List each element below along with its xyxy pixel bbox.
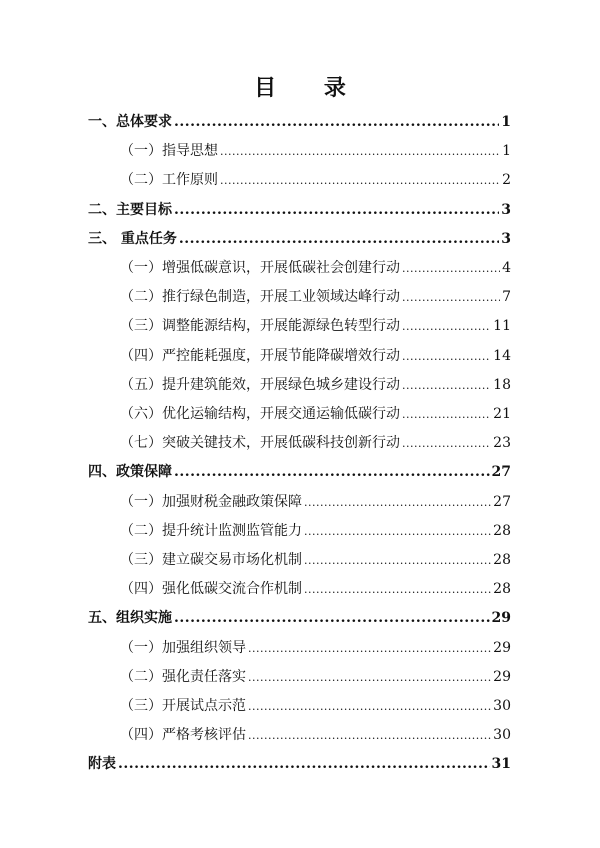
toc-entry-label: 一、总体要求: [88, 114, 172, 130]
toc-entry[interactable]: [88, 607, 511, 629]
toc-leader-dots: [220, 170, 500, 192]
toc-entry-page-number: 31: [491, 756, 511, 773]
toc-entry-page-number: 4: [502, 260, 511, 276]
toc-entry-page-number: 29: [493, 639, 511, 656]
toc-leader-dots: [402, 258, 500, 280]
toc-leader-dots: [402, 433, 491, 455]
toc-entry[interactable]: [120, 666, 511, 688]
toc-entry[interactable]: [120, 374, 511, 396]
toc-entry-page-number: 3: [501, 230, 511, 247]
toc-entry-label: （一）指导思想: [120, 143, 218, 160]
toc-entry-label: （二）提升统计监测监管能力: [120, 522, 302, 539]
toc-entry-label: （二）工作原则: [120, 172, 218, 189]
toc-entry-page-number: 29: [491, 610, 511, 627]
toc-entry-label: （一）加强组织领导: [120, 639, 246, 656]
toc-leader-dots: [179, 228, 499, 250]
toc-leader-dots: [248, 696, 491, 718]
toc-entry-label: （七）突破关键技术，开展低碳科技创新行动: [120, 435, 400, 452]
toc-leader-dots: [304, 521, 491, 543]
toc-entry-label: 四、政策保障: [88, 464, 172, 481]
toc-entry-label: （一）增强低碳意识，开展低碳社会创建行动: [120, 260, 400, 276]
toc-entry[interactable]: [120, 578, 511, 600]
toc-leader-dots: [304, 492, 491, 514]
toc-leader-dots: [304, 579, 491, 601]
toc-leader-dots: [118, 753, 490, 775]
toc-entry[interactable]: [120, 140, 511, 162]
toc-entry-page-number: 11: [493, 318, 511, 335]
toc-entry-label: 二、主要目标: [88, 201, 172, 218]
toc-entry[interactable]: [120, 637, 511, 659]
toc-entry[interactable]: [120, 695, 511, 717]
toc-entry[interactable]: [88, 199, 511, 221]
toc-entry[interactable]: [120, 345, 511, 367]
toc-entry-page-number: 3: [501, 201, 511, 218]
toc-entry[interactable]: [120, 549, 511, 571]
toc-leader-dots: [174, 111, 499, 133]
toc-entry[interactable]: [120, 286, 511, 308]
toc-entry-label: （四）严控能耗强度，开展节能降碳增效行动: [120, 347, 400, 364]
page-title: 目 录: [254, 75, 366, 101]
toc-leader-dots: [304, 550, 491, 572]
toc-entry-page-number: 1: [502, 143, 511, 160]
toc-entry-page-number: 29: [493, 668, 511, 685]
toc-entry-label: 五、组织实施: [88, 610, 172, 627]
toc-entry[interactable]: [88, 111, 511, 133]
toc-entry-label: 三、 重点任务: [88, 230, 177, 247]
toc-entry[interactable]: [120, 724, 511, 746]
toc-entry-page-number: 28: [493, 552, 511, 568]
toc-entry-label: （三）调整能源结构，开展能源绿色转型行动: [120, 318, 400, 335]
toc-entry[interactable]: [120, 432, 511, 454]
toc-leader-dots: [174, 461, 490, 483]
toc-entry[interactable]: [88, 753, 511, 775]
toc-entry-label: （三）开展试点示范: [120, 698, 246, 714]
toc-entry-page-number: 2: [502, 172, 511, 189]
toc-entry-page-number: 28: [493, 581, 511, 598]
toc-leader-dots: [402, 404, 491, 426]
toc-entry-label: （二）推行绿色制造，开展工业领域达峰行动: [120, 289, 400, 306]
toc-entry-label: （六）优化运输结构，开展交通运输低碳行动: [120, 406, 400, 422]
toc-entry-label: （三）建立碳交易市场化机制: [120, 552, 302, 568]
toc-entry[interactable]: [88, 461, 511, 483]
toc-entry-label: （一）加强财税金融政策保障: [120, 493, 302, 510]
toc-entry-page-number: 27: [491, 464, 511, 481]
toc-entry-label: 附表: [88, 756, 116, 773]
toc-leader-dots: [402, 287, 500, 309]
toc-entry-label: （四）严格考核评估: [120, 727, 246, 744]
toc-entry-label: （二）强化责任落实: [120, 668, 246, 685]
toc-entry-page-number: 23: [493, 435, 511, 452]
toc-leader-dots: [248, 638, 491, 660]
toc-leader-dots: [402, 316, 491, 338]
toc-leader-dots: [402, 375, 491, 397]
toc-entry[interactable]: [88, 228, 511, 250]
toc-entry-page-number: 21: [493, 406, 511, 422]
toc-entry-label: （五）提升建筑能效，开展绿色城乡建设行动: [120, 376, 400, 393]
toc-entry[interactable]: [120, 491, 511, 513]
toc-entry[interactable]: [120, 169, 511, 191]
toc-entry[interactable]: [120, 403, 511, 425]
toc-leader-dots: [248, 667, 491, 689]
toc-entry-page-number: 28: [493, 522, 511, 539]
toc-leader-dots: [174, 607, 490, 629]
toc-entry-page-number: 18: [493, 376, 511, 393]
toc-leader-dots: [402, 346, 491, 368]
toc-leader-dots: [248, 725, 491, 747]
toc-entry-page-number: 30: [493, 698, 511, 714]
toc-entry-label: （四）强化低碳交流合作机制: [120, 581, 302, 598]
toc-entry-page-number: 7: [502, 289, 511, 306]
toc-leader-dots: [174, 199, 499, 221]
toc-leader-dots: [220, 141, 500, 163]
toc-entry[interactable]: [120, 520, 511, 542]
toc-entry-page-number: 27: [493, 493, 511, 510]
toc-entry-page-number: 1: [501, 114, 511, 130]
toc-entry-page-number: 30: [493, 727, 511, 744]
toc-entry[interactable]: [120, 315, 511, 337]
toc-entry-page-number: 14: [493, 347, 511, 364]
toc-entry[interactable]: [120, 257, 511, 279]
